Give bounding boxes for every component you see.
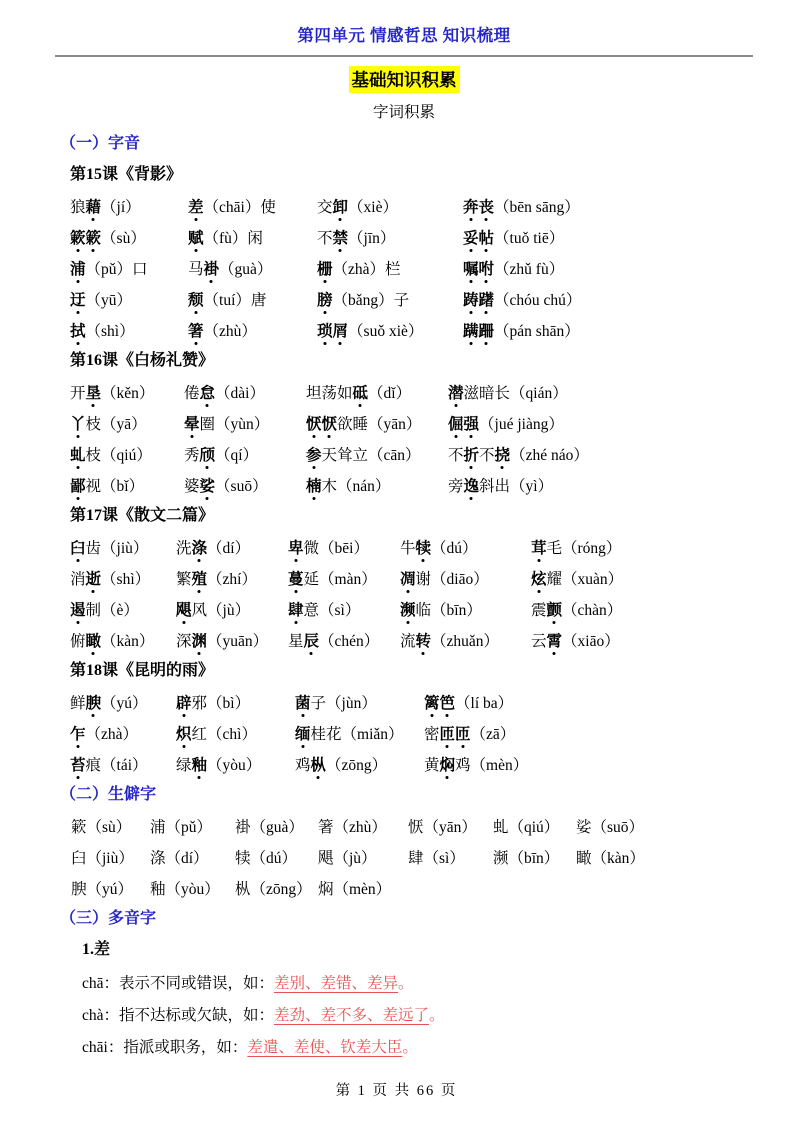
subtitle: 字词积累 xyxy=(372,104,435,121)
emphasized-char: 逸 xyxy=(464,474,480,496)
polyphone-examples: 差别、差错、差异 xyxy=(274,975,399,992)
emphasized-char: 嘱 xyxy=(463,257,479,279)
word-item: 流 转 （zhuǎn） xyxy=(400,624,531,655)
emphasized-char: 匝 xyxy=(440,722,456,744)
section-heading-rare-characters: （二）生僻字 xyxy=(60,786,157,803)
emphasized-char: 釉 xyxy=(192,753,208,775)
word-grid-l15 xyxy=(70,190,753,345)
word-item: 篱 笆 （lí ba） xyxy=(424,686,753,717)
word-grid-l18 xyxy=(70,686,753,779)
emphasized-char: 菌 xyxy=(295,691,311,713)
word-item: 楠 木（nán） xyxy=(306,469,448,500)
word-item: 狼 藉 （jí） xyxy=(70,190,188,221)
word-item: 黄 焖 鸡（mèn） xyxy=(424,748,753,779)
word-item: 星 辰 （chén） xyxy=(288,624,400,655)
emphasized-char: 怠 xyxy=(200,381,216,403)
emphasized-char: 楠 xyxy=(306,474,322,496)
emphasized-char: 渊 xyxy=(192,629,208,651)
word-item: 倦 怠 （dài） xyxy=(184,376,306,407)
emphasized-char: 苔 xyxy=(70,753,86,775)
word-item: 浦 （pǔ）口 xyxy=(70,252,188,283)
word-item: 交 卸 （xiè） xyxy=(317,190,463,221)
emphasized-char: 妥 xyxy=(463,226,479,248)
polyphone-examples: 差劲、差不多、差远了 xyxy=(274,1007,430,1024)
emphasized-char: 遏 xyxy=(70,598,86,620)
emphasized-char: 簌 xyxy=(70,226,86,248)
emphasized-char: 帖 xyxy=(479,226,495,248)
word-item: 踌 躇 （chóu chú） xyxy=(463,283,753,314)
lesson-title-l18: 第18课《昆明的雨》 xyxy=(70,662,215,679)
word-item: 深 渊 （yuān） xyxy=(176,624,288,655)
emphasized-char: 咐 xyxy=(479,257,495,279)
rare-word-item: 枞（zōng） xyxy=(235,880,312,898)
emphasized-char: 箸 xyxy=(188,319,204,341)
emphasized-char: 卑 xyxy=(288,536,304,558)
section-heading-polyphones: （三）多音字 xyxy=(60,910,157,927)
word-item: 丫 枝（yā） xyxy=(70,407,184,438)
emphasized-char: 炽 xyxy=(176,722,192,744)
word-item: 参 天耸立（cān） xyxy=(306,438,448,469)
word-item: 震 颤 （chàn） xyxy=(531,593,753,624)
emphasized-char: 辰 xyxy=(304,629,320,651)
word-item: 绿 釉 （yòu） xyxy=(176,748,295,779)
emphasized-char: 匝 xyxy=(455,722,471,744)
rare-word-item: 焖（mèn） xyxy=(318,880,392,898)
rare-word-item: 飓（jù） xyxy=(318,849,377,867)
word-item: 不 禁 （jīn） xyxy=(317,221,463,252)
word-item: 牛 犊 （dú） xyxy=(400,531,531,562)
emphasized-char: 砥 xyxy=(353,381,369,403)
word-item: 濒 临（bīn） xyxy=(400,593,531,624)
word-item: 赋 （fù）闲 xyxy=(188,221,317,252)
emphasized-char: 膀 xyxy=(317,288,333,310)
polyphone-lead-text: chà：指不达标或欠缺，如： xyxy=(82,1007,275,1024)
emphasized-char: 折 xyxy=(464,443,480,465)
word-item: 箸 （zhù） xyxy=(188,314,317,345)
word-item: 消 逝 （shì） xyxy=(70,562,176,593)
word-grid-l16 xyxy=(70,376,753,500)
lesson-title-l15: 第15课《背影》 xyxy=(70,166,183,183)
polyphone-period: 。 xyxy=(429,1007,445,1024)
main-title-line xyxy=(55,66,753,93)
word-item: 迂 （yū） xyxy=(70,283,188,314)
emphasized-char: 辟 xyxy=(176,691,192,713)
word-item: 妥 帖 （tuǒ tiē） xyxy=(463,221,753,252)
word-item: 奔 丧 （bēn sāng） xyxy=(463,190,753,221)
polyphone-period: 。 xyxy=(398,975,414,992)
word-item: 簌 簌 （sù） xyxy=(70,221,188,252)
polyphone-line xyxy=(82,1030,753,1062)
emphasized-char: 臼 xyxy=(70,536,86,558)
polyphone-line xyxy=(82,966,753,998)
rare-word-item: 恹（yān） xyxy=(408,818,477,836)
emphasized-char: 晕 xyxy=(184,412,200,434)
word-item: 虬 枝（qiú） xyxy=(70,438,184,469)
emphasized-char: 焖 xyxy=(440,753,456,775)
emphasized-char: 迂 xyxy=(70,288,86,310)
word-item: 乍 （zhà） xyxy=(70,717,176,748)
word-item: 云 霄 （xiāo） xyxy=(531,624,753,655)
word-item: 差 （chāi）使 xyxy=(188,190,317,221)
emphasized-char: 颤 xyxy=(547,598,563,620)
emphasized-char: 倔 xyxy=(448,412,464,434)
emphasized-char: 参 xyxy=(306,443,322,465)
word-item: 琐 屑 （suǒ xiè） xyxy=(317,314,463,345)
polyphone-entry-title: 1.差 xyxy=(82,941,111,958)
document-header-title: 第四单元 情感哲思 知识梳理 xyxy=(297,26,511,45)
emphasized-char: 琐 xyxy=(317,319,333,341)
emphasized-char: 褂 xyxy=(204,257,220,279)
emphasized-char: 鄙 xyxy=(70,474,86,496)
emphasized-char: 藉 xyxy=(86,195,102,217)
word-item: 旁 逸 斜出（yì） xyxy=(448,469,753,500)
polyphone-examples: 差遣、差使、钦差大臣 xyxy=(247,1039,403,1056)
emphasized-char: 丧 xyxy=(479,195,495,217)
rare-word-item: 瞰（kàn） xyxy=(576,849,645,867)
word-item: 开 垦 （kěn） xyxy=(70,376,184,407)
emphasized-char: 肆 xyxy=(288,598,304,620)
word-item: 不 折 不 挠 （zhé náo） xyxy=(448,438,753,469)
polyphone-lead-text: chāi：指派或职务，如： xyxy=(82,1039,248,1056)
emphasized-char: 浦 xyxy=(70,257,86,279)
emphasized-char: 颀 xyxy=(200,443,216,465)
emphasized-char: 虬 xyxy=(70,443,86,465)
word-item: 蔓 延（màn） xyxy=(288,562,400,593)
section-heading-phonetics: （一）字音 xyxy=(60,135,141,152)
rare-word-item: 肆（sì） xyxy=(408,849,465,867)
emphasized-char: 强 xyxy=(464,412,480,434)
page-number-footer: 第 1 页 共 66 页 xyxy=(335,1083,458,1099)
word-item: 密 匝 匝 （zā） xyxy=(424,717,753,748)
word-item: 炽 红（chì） xyxy=(176,717,295,748)
rare-word-item: 箸（zhù） xyxy=(318,818,387,836)
polyphone-line xyxy=(82,998,753,1030)
emphasized-char: 跚 xyxy=(479,319,495,341)
word-item: 俯 瞰 （kàn） xyxy=(70,624,176,655)
emphasized-char: 潜 xyxy=(448,381,464,403)
rare-word-item: 虬（qiú） xyxy=(493,818,560,836)
word-item: 蹒 跚 （pán shān） xyxy=(463,314,753,345)
word-item: 恹 恹 欲睡（yān） xyxy=(306,407,448,438)
polyphone-period: 。 xyxy=(402,1039,418,1056)
emphasized-char: 躇 xyxy=(479,288,495,310)
emphasized-char: 挠 xyxy=(495,443,511,465)
rare-word-item: 褂（guà） xyxy=(235,818,304,836)
word-item: 鸡 枞 （zōng） xyxy=(295,748,424,779)
emphasized-char: 枞 xyxy=(311,753,327,775)
polyphone-lead-text: chā：表示不同或错误，如： xyxy=(82,975,275,992)
emphasized-char: 腴 xyxy=(86,691,102,713)
word-item: 炫 耀（xuàn） xyxy=(531,562,753,593)
word-item: 遏 制（è） xyxy=(70,593,176,624)
emphasized-char: 乍 xyxy=(70,722,86,744)
word-item: 颓 （tuí）唐 xyxy=(188,283,317,314)
polyphone-entries xyxy=(55,966,753,1062)
rare-word-item: 涤（dí） xyxy=(150,849,209,867)
emphasized-char: 转 xyxy=(416,629,432,651)
emphasized-char: 犊 xyxy=(416,536,432,558)
emphasized-char: 奔 xyxy=(463,195,479,217)
emphasized-char: 蔓 xyxy=(288,567,304,589)
emphasized-char: 殖 xyxy=(192,567,208,589)
word-item: 苔 痕（tái） xyxy=(70,748,176,779)
rare-word-item: 浦（pǔ） xyxy=(150,818,213,836)
emphasized-char: 恹 xyxy=(322,412,338,434)
emphasized-char: 栅 xyxy=(317,257,333,279)
word-item: 秀 颀 （qí） xyxy=(184,438,306,469)
word-item: 飓 风（jù） xyxy=(176,593,288,624)
rare-characters-grid xyxy=(71,810,753,903)
lesson-title-l17: 第17课《散文二篇》 xyxy=(70,507,215,524)
lesson-title-l16: 第16课《白杨礼赞》 xyxy=(70,352,215,369)
word-item: 倔 强 （jué jiàng） xyxy=(448,407,753,438)
word-item: 凋 谢（diāo） xyxy=(400,562,531,593)
emphasized-char: 踌 xyxy=(463,288,479,310)
emphasized-char: 茸 xyxy=(531,536,547,558)
header-divider xyxy=(55,55,753,57)
emphasized-char: 濒 xyxy=(400,598,416,620)
emphasized-char: 霄 xyxy=(547,629,563,651)
rare-word-item: 腴（yú） xyxy=(71,880,134,898)
emphasized-char: 恹 xyxy=(306,412,322,434)
word-item: 缅 桂花（miǎn） xyxy=(295,717,424,748)
phonetics-lessons xyxy=(55,159,753,779)
emphasized-char: 禁 xyxy=(333,226,349,248)
word-item: 晕 圈（yùn） xyxy=(184,407,306,438)
word-item: 坦荡如 砥 （dǐ） xyxy=(306,376,448,407)
rare-word-item: 濒（bīn） xyxy=(493,849,560,867)
emphasized-char: 赋 xyxy=(188,226,204,248)
word-item: 臼 齿（jiù） xyxy=(70,531,176,562)
word-item: 婆 娑 （suō） xyxy=(184,469,306,500)
emphasized-char: 颓 xyxy=(188,288,204,310)
word-item: 茸 毛（róng） xyxy=(531,531,753,562)
emphasized-char: 瞰 xyxy=(86,629,102,651)
word-item: 菌 子（jùn） xyxy=(295,686,424,717)
emphasized-char: 凋 xyxy=(400,567,416,589)
word-item: 膀 （bǎng）子 xyxy=(317,283,463,314)
emphasized-char: 屑 xyxy=(333,319,349,341)
word-item: 嘱 咐 （zhǔ fù） xyxy=(463,252,753,283)
emphasized-char: 缅 xyxy=(295,722,311,744)
word-item: 辟 邪（bì） xyxy=(176,686,295,717)
emphasized-char: 簌 xyxy=(86,226,102,248)
highlighted-main-title: 基础知识积累 xyxy=(349,66,460,93)
word-item: 洗 涤 （dí） xyxy=(176,531,288,562)
emphasized-char: 卸 xyxy=(333,195,349,217)
emphasized-char: 蹒 xyxy=(463,319,479,341)
emphasized-char: 飓 xyxy=(176,598,192,620)
emphasized-char: 差 xyxy=(188,195,204,217)
word-item: 鄙 视（bǐ） xyxy=(70,469,184,500)
word-item: 卑 微（bēi） xyxy=(288,531,400,562)
emphasized-char: 逝 xyxy=(86,567,102,589)
word-item: 肆 意（sì） xyxy=(288,593,400,624)
emphasized-char: 拭 xyxy=(70,319,86,341)
rare-word-item: 簌（sù） xyxy=(71,818,132,836)
emphasized-char: 炫 xyxy=(531,567,547,589)
word-item: 栅 （zhà）栏 xyxy=(317,252,463,283)
word-item: 繁 殖 （zhí） xyxy=(176,562,288,593)
rare-word-item: 臼（jiù） xyxy=(71,849,134,867)
word-item: 拭 （shì） xyxy=(70,314,188,345)
word-item: 潜 滋暗长（qián） xyxy=(448,376,753,407)
emphasized-char: 篱 xyxy=(424,691,440,713)
word-grid-l17 xyxy=(70,531,753,655)
rare-word-item: 犊（dú） xyxy=(235,849,298,867)
word-item: 马 褂 （guà） xyxy=(188,252,317,283)
emphasized-char: 涤 xyxy=(192,536,208,558)
emphasized-char: 垦 xyxy=(86,381,102,403)
rare-word-item: 釉（yòu） xyxy=(150,880,220,898)
emphasized-char: 笆 xyxy=(440,691,456,713)
emphasized-char: 丫 xyxy=(70,412,86,434)
word-item: 鲜 腴 （yú） xyxy=(70,686,176,717)
rare-word-item: 娑（suō） xyxy=(576,818,645,836)
emphasized-char: 娑 xyxy=(200,474,216,496)
